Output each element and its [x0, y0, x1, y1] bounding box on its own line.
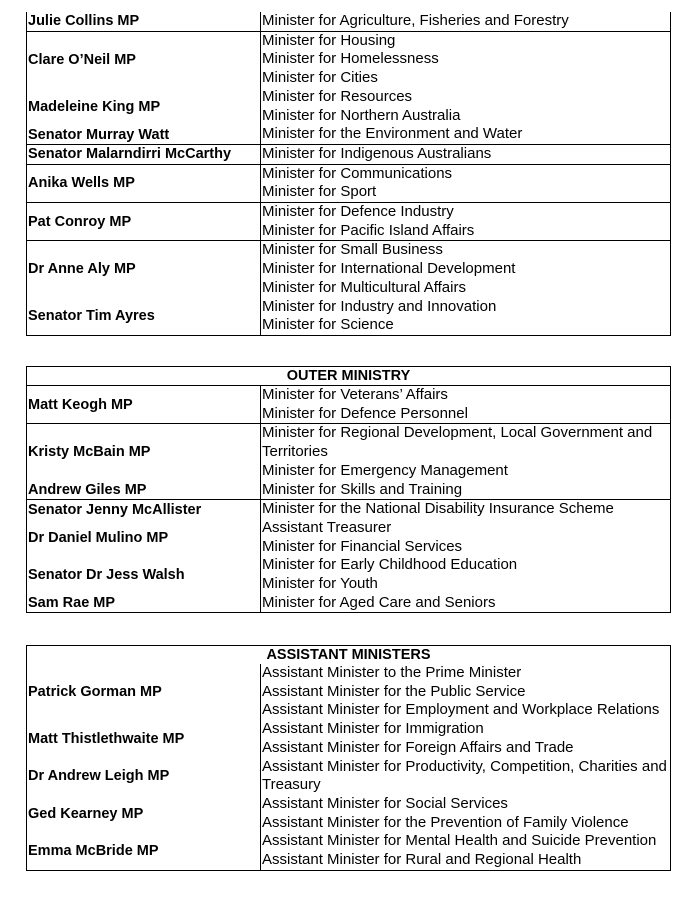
table-row: [27, 519, 670, 556]
portfolio-list: [261, 88, 670, 125]
member-name: Patrick Gorman MP: [27, 664, 261, 720]
portfolio-list: [261, 594, 670, 613]
member-name: Dr Daniel Mulino MP: [27, 519, 261, 556]
portfolio-title: Minister for Industry and Innovation: [262, 297, 497, 315]
table-row: [27, 499, 670, 519]
member-name: Matt Keogh MP: [27, 386, 261, 423]
table-row: [27, 832, 670, 869]
table-row: [27, 12, 670, 31]
portfolio-title: Minister for Defence Industry: [262, 203, 454, 221]
portfolio-list: [261, 832, 670, 869]
portfolio-title: Assistant Minister for Mental Health and Suicide Prevention: [262, 832, 657, 850]
portfolio-title: Minister for Communications: [262, 164, 453, 182]
table-row: [27, 386, 670, 423]
portfolio-title: Minister for Agriculture, Fisheries and Forestry: [262, 12, 569, 29]
portfolio-list: [261, 795, 670, 832]
portfolio-title: Minister for Sport: [262, 183, 377, 201]
portfolio-title: Minister for the Environment and Water: [262, 125, 523, 143]
portfolio-list: [261, 556, 670, 593]
portfolio-title: Minister for Early Childhood Education: [262, 556, 518, 574]
portfolio-list: [261, 125, 670, 144]
portfolio-title: Assistant Minister for Rural and Regional Health: [262, 851, 582, 869]
member-name: Dr Anne Aly MP: [27, 241, 261, 297]
portfolio-title: Assistant Minister for Immigration: [262, 720, 484, 738]
portfolio-title: Minister for Pacific Island Affairs: [262, 221, 475, 239]
member-name: Sam Rae MP: [27, 594, 261, 613]
table-row: [27, 594, 670, 613]
portfolio-title: Minister for Veterans’ Affairs: [262, 386, 448, 403]
member-name: Senator Jenny McAllister: [27, 500, 261, 519]
portfolio-title: Minister for the National Disability Insurance Scheme: [262, 500, 614, 518]
portfolio-list: [261, 145, 670, 164]
portfolio-title: Assistant Minister to the Prime Minister: [262, 664, 522, 681]
portfolio-title: Minister for Northern Australia: [262, 106, 461, 124]
table-row: [27, 720, 670, 757]
member-name: Anika Wells MP: [27, 165, 261, 202]
portfolio-title: Minister for Multicultural Affairs: [262, 278, 466, 296]
portfolio-list: [261, 241, 670, 297]
table-row: [27, 298, 670, 335]
portfolio-list: [261, 165, 670, 202]
table-row: [27, 144, 670, 164]
member-name: Julie Collins MP: [27, 12, 261, 31]
portfolio-title: Minister for Housing: [262, 31, 396, 49]
member-name: Senator Dr Jess Walsh: [27, 556, 261, 593]
portfolio-title: Minister for Indigenous Australians: [262, 144, 492, 162]
table-row: [27, 758, 670, 795]
portfolio-title: Minister for Aged Care and Seniors: [262, 593, 496, 611]
portfolio-list: [261, 424, 670, 480]
portfolio-title: Assistant Minister for Social Services: [262, 794, 508, 812]
table-row: [27, 88, 670, 125]
portfolio-title: Minister for Emergency Management: [262, 461, 508, 479]
member-name: Matt Thistlethwaite MP: [27, 720, 261, 757]
portfolio-list: [261, 720, 670, 757]
table-row: [27, 795, 670, 832]
portfolio-title: Assistant Minister for the Prevention of Family Violence: [262, 813, 629, 831]
member-name: Dr Andrew Leigh MP: [27, 758, 261, 795]
cabinet-table: [26, 12, 671, 336]
portfolio-title: Assistant Minister for Foreign Affairs and Trade: [262, 738, 574, 756]
table-row: [27, 202, 670, 240]
member-name: Senator Tim Ayres: [27, 298, 261, 335]
portfolio-list: [261, 758, 670, 795]
table-row: [27, 31, 670, 88]
portfolio-list: [261, 298, 670, 335]
member-name: Madeleine King MP: [27, 88, 261, 125]
portfolio-title: Minister for Financial Services: [262, 537, 463, 555]
table-row: [27, 481, 670, 500]
outer-ministry-rows: [27, 386, 670, 612]
member-name: Clare O’Neil MP: [27, 32, 261, 88]
portfolio-title: Minister for International Development: [262, 260, 516, 278]
portfolio-list: [261, 386, 670, 423]
portfolio-title: Minister for Cities: [262, 69, 378, 87]
table-row: [27, 125, 670, 144]
cabinet-rows: [27, 12, 670, 335]
portfolio-list: [261, 12, 670, 31]
portfolio-title: Minister for Regional Development, Local Government and Territories: [262, 424, 653, 461]
table-row: [27, 423, 670, 480]
portfolio-title: Minister for Defence Personnel: [262, 404, 468, 422]
portfolio-title: Assistant Treasurer: [262, 518, 392, 536]
portfolio-title: Minister for Homelessness: [262, 50, 439, 68]
assistant-ministers-table: [26, 645, 671, 871]
member-name: Kristy McBain MP: [27, 424, 261, 480]
portfolio-list: [261, 500, 670, 519]
portfolio-list: [261, 481, 670, 500]
assistant-ministers-rows: [27, 664, 670, 870]
table-row: [27, 240, 670, 297]
member-name: Ged Kearney MP: [27, 795, 261, 832]
portfolio-list: [261, 519, 670, 556]
portfolio-title: Minister for Small Business: [262, 241, 443, 259]
portfolio-title: Assistant Minister for the Public Service: [262, 682, 526, 700]
portfolio-title: Assistant Minister for Productivity, Competition, Charities and Treasury: [262, 757, 667, 794]
table-row: [27, 556, 670, 593]
portfolio-title: Assistant Minister for Employment and Workplace Relations: [262, 701, 660, 719]
member-name: Emma McBride MP: [27, 832, 261, 869]
portfolio-title: Minister for Youth: [262, 575, 378, 593]
member-name: Pat Conroy MP: [27, 203, 261, 240]
portfolio-title: Minister for Skills and Training: [262, 480, 463, 498]
outer-ministry-table: [26, 366, 671, 613]
member-name: Andrew Giles MP: [27, 481, 261, 500]
portfolio-title: Minister for Resources: [262, 87, 413, 105]
assistant-ministers-heading: ASSISTANT MINISTERS: [266, 647, 431, 663]
table-row: [27, 164, 670, 202]
table-row: [27, 664, 670, 720]
outer-ministry-heading: OUTER MINISTRY: [27, 367, 670, 386]
portfolio-list: [261, 32, 670, 88]
member-name: Senator Malarndirri McCarthy: [27, 145, 261, 164]
portfolio-title: Minister for Science: [262, 316, 394, 334]
portfolio-list: [261, 664, 670, 720]
portfolio-list: [261, 203, 670, 240]
member-name: Senator Murray Watt: [27, 125, 261, 144]
